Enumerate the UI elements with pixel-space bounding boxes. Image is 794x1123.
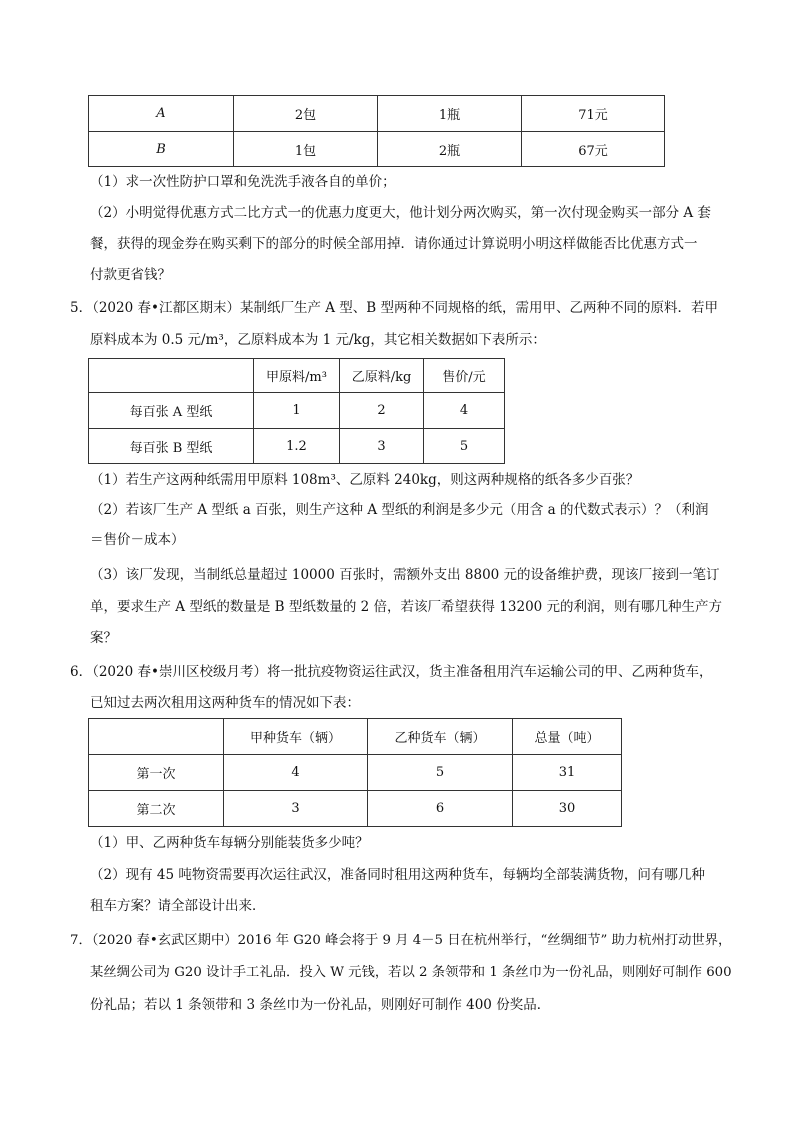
table-cell: 第一次: [89, 755, 224, 791]
table-row: [89, 132, 665, 167]
table-cell: 5: [424, 429, 505, 464]
table-cell: 4: [224, 755, 368, 791]
table-row: [89, 96, 665, 132]
q4-part2-line2: 餐，获得的现金券在购买剩下的部分的时候全部用掉．请你通过计算说明小明这样做能否比优惠方式一: [90, 236, 698, 252]
q5-part3-line1: （3）该厂发现，当制纸总量超过 10000 百张时，需额外支出 8800 元的设备维护费，现该厂接到一笔订: [90, 567, 720, 583]
q5-part2-line2: ＝售价－成本）: [90, 532, 185, 548]
table-header-cell: 乙原料/kg: [340, 359, 424, 393]
table-cell: 2包: [234, 96, 378, 132]
table-row: [89, 791, 622, 827]
table-cell: 4: [424, 393, 505, 429]
paper-cost-table: [88, 358, 505, 464]
q5-stem-line1: 5．（2020 春•江都区期末）某制纸厂生产 A 型、B 型两种不同规格的纸，需用甲、乙两种不同的原料．若甲: [70, 300, 718, 316]
table-header-cell: [89, 359, 254, 393]
q6-part1: （1）甲、乙两种货车每辆分别能装货多少吨？: [90, 835, 369, 851]
table-cell: 3: [340, 429, 424, 464]
table-row: [89, 755, 622, 791]
table-cell: 5: [368, 755, 513, 791]
table-cell: 1包: [234, 132, 378, 167]
table-cell: 1: [254, 393, 340, 429]
truck-rental-table: [88, 718, 622, 827]
q6-part2-line2: 租车方案？请全部设计出来．: [90, 898, 266, 914]
table-cell: 67元: [522, 132, 665, 167]
q6-part2-line1: （2）现有 45 吨物资需要再次运往武汉，准备同时租用这两种货车，每辆均全部装满货物，问有哪几种: [90, 867, 705, 883]
table-header-cell: 乙种货车（辆）: [368, 719, 513, 755]
table-cell: 1.2: [254, 429, 340, 464]
table-cell: 3: [224, 791, 368, 827]
q6-stem-line1: 6．（2020 春•崇川区校级月考）将一批抗疫物资运往武汉，货主准备租用汽车运输公司的甲、乙两种货车，: [70, 664, 713, 680]
q4-part1: （1）求一次性防护口罩和免洗洗手液各自的单价；: [90, 174, 396, 190]
table-cell: 每百张 B 型纸: [89, 429, 254, 464]
table-cell: 2瓶: [378, 132, 522, 167]
table-cell: 2: [340, 393, 424, 429]
q5-part3-line2: 单，要求生产 A 型纸的数量是 B 型纸数量的 2 倍，若该厂希望获得 13200 元的利润，则有哪几种生产方: [90, 599, 723, 615]
table-cell: 1瓶: [378, 96, 522, 132]
q7-stem-line2: 某丝绸公司为 G20 设计手工礼品．投入 W 元钱，若以 2 条领带和 1 条丝巾为一份礼品，则刚好可制作 600: [90, 965, 732, 980]
table-header-row: [89, 359, 505, 393]
q5-part3-line3: 案？: [90, 630, 117, 646]
table-cell: 第二次: [89, 791, 224, 827]
q4-part2-line3: 付款更省钱？: [90, 267, 171, 283]
table-header-cell: 甲种货车（辆）: [224, 719, 368, 755]
q5-part2-line1: （2）若该厂生产 A 型纸 a 百张，则生产这种 A 型纸的利润是多少元（用含 a 的代数式表示）？（利润: [90, 502, 709, 518]
table-cell: A: [89, 96, 234, 132]
table-row: [89, 429, 505, 464]
table-cell: 30: [513, 791, 622, 827]
table-header-cell: [89, 719, 224, 755]
table-header-row: [89, 719, 622, 755]
q7-stem-line1: 7．（2020 春•玄武区期中）2016 年 G20 峰会将于 9 月 4－5 日在杭州举行，“丝绸细节” 助力杭州打动世界，: [70, 933, 732, 948]
table-header-cell: 总量（吨）: [513, 719, 622, 755]
q7-stem-line3: 份礼品；若以 1 条领带和 3 条丝巾为一份礼品，则刚好可制作 400 份奖品．: [90, 997, 551, 1013]
q5-part1: （1）若生产这两种纸需用甲原料 108m³、乙原料 240kg，则这两种规格的纸各多少百张？: [90, 472, 640, 488]
table-cell: 每百张 A 型纸: [89, 393, 254, 429]
price-table: [88, 95, 665, 167]
q5-stem-line2: 原料成本为 0.5 元/m³，乙原料成本为 1 元/kg，其它相关数据如下表所示：: [90, 332, 546, 348]
table-header-cell: 售价/元: [424, 359, 505, 393]
table-cell: 31: [513, 755, 622, 791]
table-header-cell: 甲原料/m³: [254, 359, 340, 393]
table-cell: B: [89, 132, 234, 167]
table-row: [89, 393, 505, 429]
table-cell: 6: [368, 791, 513, 827]
q4-part2-line1: （2）小明觉得优惠方式二比方式一的优惠力度更大，他计划分两次购买，第一次付现金购买一部分 A 套: [90, 205, 711, 221]
q6-stem-line2: 已知过去两次租用这两种货车的情况如下表：: [90, 695, 360, 711]
table-cell: 71元: [522, 96, 665, 132]
